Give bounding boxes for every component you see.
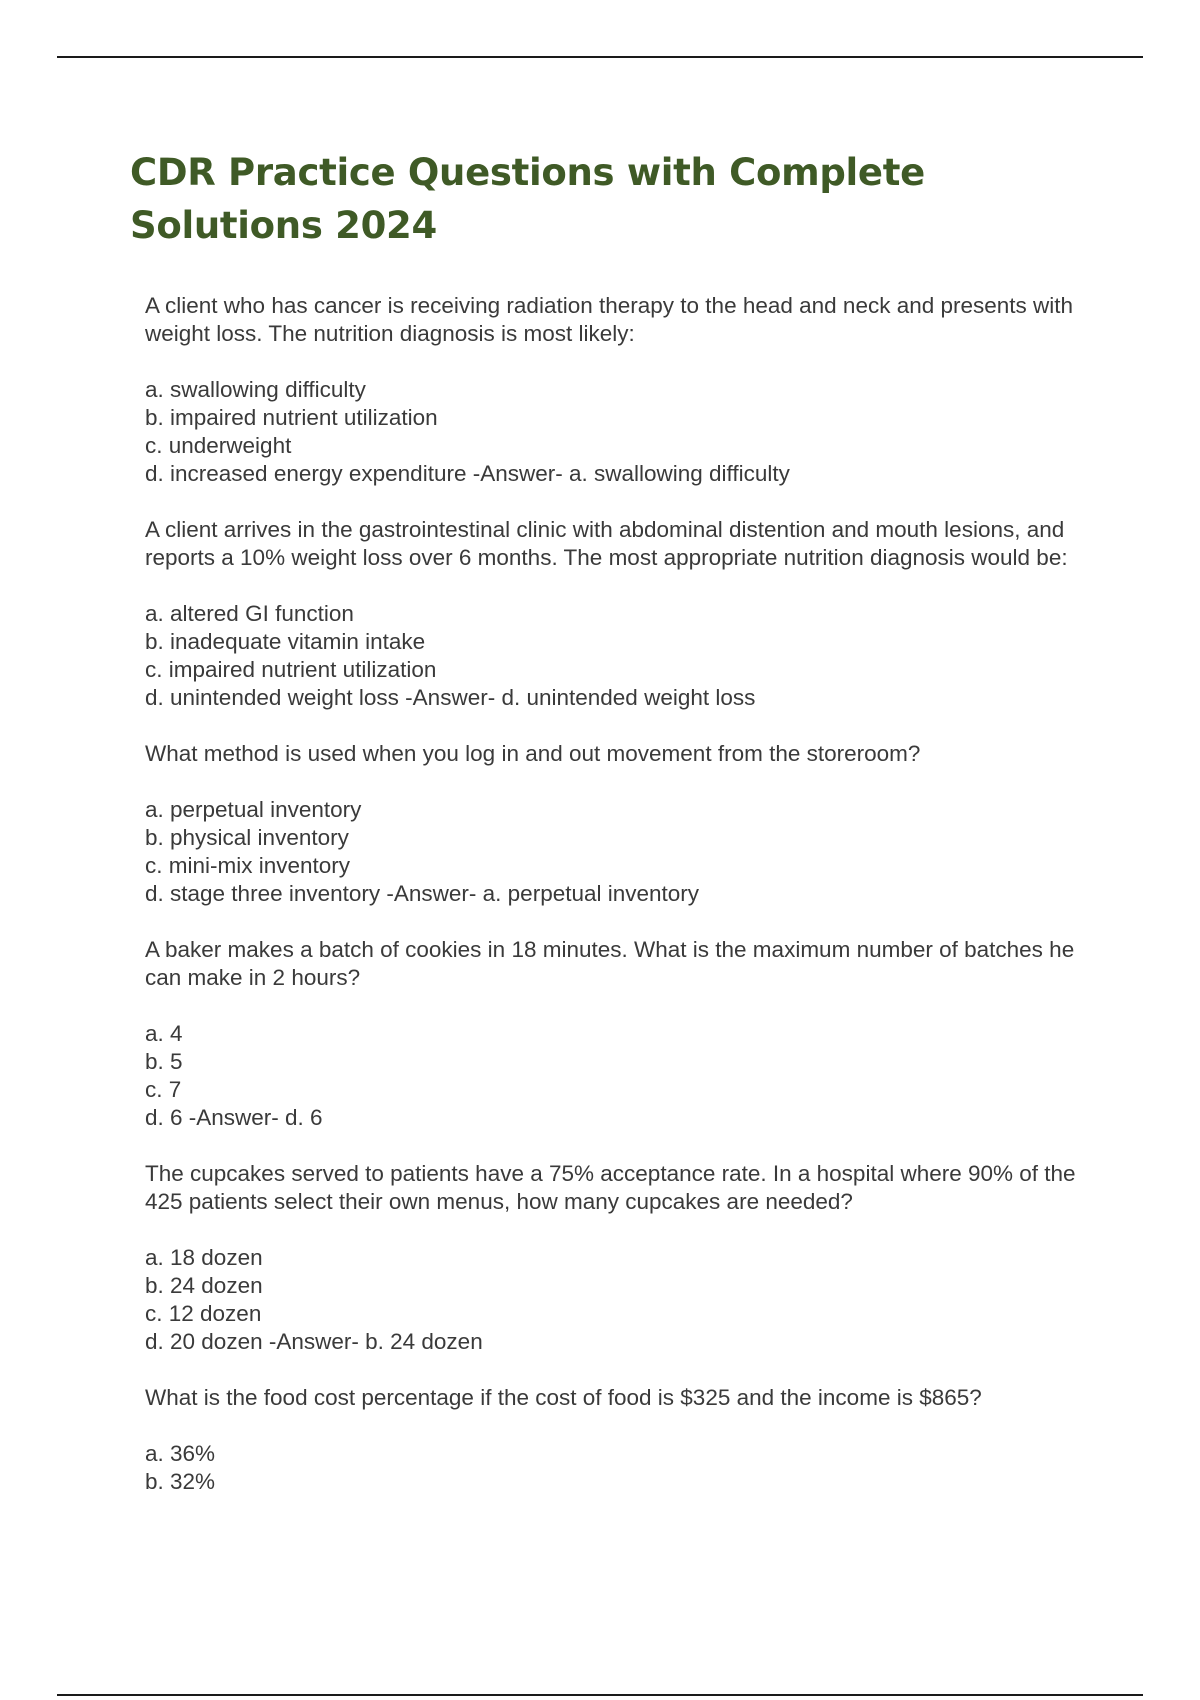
option-item: a. 36% xyxy=(145,1441,216,1466)
option-list xyxy=(145,1244,1085,1356)
question-text: What method is used when you log in and out movement from the storeroom? xyxy=(145,741,921,766)
option-item: d. stage three inventory -Answer- a. perpetual inventory xyxy=(145,881,700,906)
option-item: a. altered GI function xyxy=(145,601,354,626)
option-item: c. 7 xyxy=(145,1077,182,1102)
page-title: CDR Practice Questions with Complete Solutions 2024 xyxy=(130,151,925,247)
question-block-3 xyxy=(145,740,1085,908)
question-block-1 xyxy=(145,292,1085,488)
option-item: c. mini-mix inventory xyxy=(145,853,351,878)
option-list xyxy=(145,1020,1085,1132)
option-item: b. 32% xyxy=(145,1469,216,1494)
question-block-6 xyxy=(145,1384,1085,1496)
option-item: a. 18 dozen xyxy=(145,1245,263,1270)
option-item: c. 12 dozen xyxy=(145,1301,262,1326)
bottom-rule xyxy=(57,1694,1143,1696)
option-item: b. physical inventory xyxy=(145,825,349,850)
question-text: A client arrives in the gastrointestinal clinic with abdominal distention and mouth lesions, and reports a 10% weight loss over 6 months. The most appropriate nutrition diagnosis would be: xyxy=(145,517,1068,570)
option-item: b. 5 xyxy=(145,1049,183,1074)
option-item: b. impaired nutrient utilization xyxy=(145,405,438,430)
option-item: c. impaired nutrient utilization xyxy=(145,657,437,682)
option-item: a. swallowing difficulty xyxy=(145,377,366,402)
option-item: b. inadequate vitamin intake xyxy=(145,629,426,654)
option-list xyxy=(145,376,1085,488)
question-block-4 xyxy=(145,936,1085,1132)
question-text: A baker makes a batch of cookies in 18 minutes. What is the maximum number of batches he can make in 2 hours? xyxy=(145,937,1075,990)
option-item: d. 20 dozen -Answer- b. 24 dozen xyxy=(145,1329,483,1354)
option-item: d. 6 -Answer- d. 6 xyxy=(145,1105,323,1130)
option-item: a. 4 xyxy=(145,1021,183,1046)
questions-container xyxy=(145,292,1085,1524)
option-list xyxy=(145,796,1085,908)
question-text: What is the food cost percentage if the cost of food is $325 and the income is $865? xyxy=(145,1385,982,1410)
option-item: a. perpetual inventory xyxy=(145,797,362,822)
option-item: c. underweight xyxy=(145,433,292,458)
question-text: The cupcakes served to patients have a 75% acceptance rate. In a hospital where 90% of the 425 patients select their own menus, how many cupcakes are needed? xyxy=(145,1161,1076,1214)
option-item: d. unintended weight loss -Answer- d. unintended weight loss xyxy=(145,685,756,710)
option-item: d. increased energy expenditure -Answer- a. swallowing difficulty xyxy=(145,461,790,486)
option-list xyxy=(145,600,1085,712)
question-block-2 xyxy=(145,516,1085,712)
option-list xyxy=(145,1440,1085,1496)
top-rule xyxy=(57,56,1143,58)
question-text: A client who has cancer is receiving radiation therapy to the head and neck and presents with weight loss. The nutrition diagnosis is most likely: xyxy=(145,293,1074,346)
question-block-5 xyxy=(145,1160,1085,1356)
option-item: b. 24 dozen xyxy=(145,1273,263,1298)
